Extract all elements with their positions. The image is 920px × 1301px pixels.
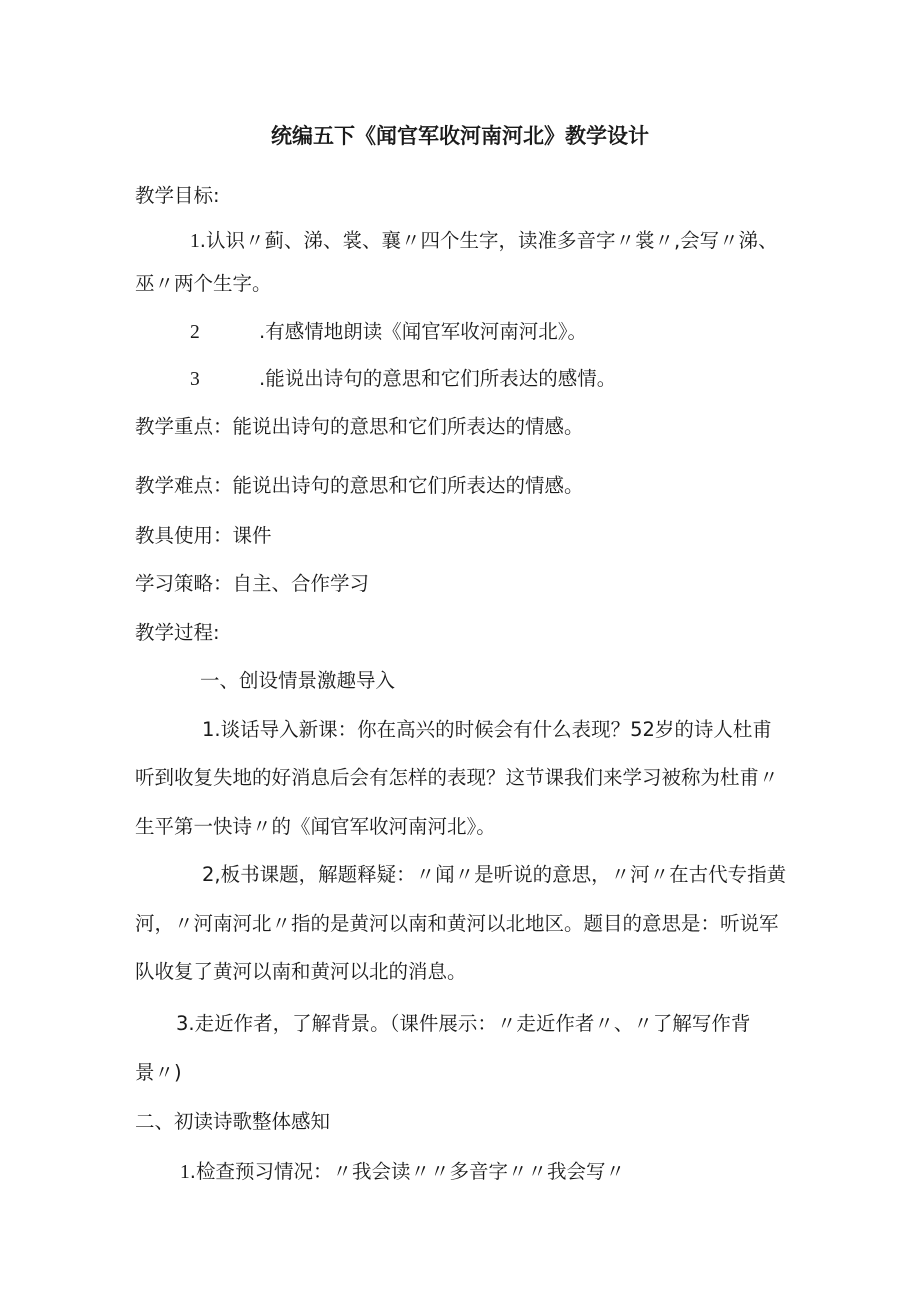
goal-2-number: 2 bbox=[190, 322, 200, 343]
paragraph-1-line-3: 生平第一快诗〃的《闻官军收河南河北》。 bbox=[135, 815, 496, 838]
goal-2 bbox=[190, 320, 587, 345]
paragraph-3-line-2: 景〃) bbox=[135, 1061, 182, 1084]
tools: 教具使用：课件 bbox=[135, 524, 272, 547]
goals-heading: 教学目标: bbox=[135, 184, 220, 207]
strategy: 学习策略：自主、合作学习 bbox=[135, 572, 370, 595]
paragraph-1-line-2: 听到收复失地的好消息后会有怎样的表现？这节课我们来学习被称为杜甫〃 bbox=[135, 766, 779, 789]
paragraph-2-line-3: 队收复了黄河以南和黄河以北的消息。 bbox=[135, 960, 467, 983]
paragraph-4-text: .检查预习情况：〃我会读〃〃多音字〃〃我会写〃 bbox=[189, 1160, 625, 1183]
paragraph-4-number: 1 bbox=[180, 1162, 190, 1183]
goal-3-number: 3 bbox=[190, 369, 200, 390]
goal-1-line-1 bbox=[190, 229, 778, 254]
goal-2-text: .有感情地朗读《闻官军收河南河北》。 bbox=[259, 320, 587, 343]
goal-1-line-2: 巫〃两个生字。 bbox=[135, 272, 272, 295]
process-heading: 教学过程: bbox=[135, 621, 220, 644]
goal-3 bbox=[190, 367, 616, 392]
paragraph-2-line-2: 河，〃河南河北〃指的是黄河以南和黄河以北地区。题目的意思是：听说军 bbox=[135, 912, 779, 935]
paragraph-1-line-1: 1.谈话导入新课：你在高兴的时候会有什么表现？52岁的诗人杜甫 bbox=[202, 718, 772, 741]
paragraph-3-line-1: 3.走近作者，了解背景。（课件展示：〃走近作者〃、〃了解写作背 bbox=[176, 1012, 751, 1035]
goal-1-text: .认识〃蓟、涕、裳、襄〃四个生字，读准多音字〃裳〃,会写〃涕、 bbox=[199, 229, 778, 252]
paragraph-2-line-1: 2,板书课题，解题释疑：〃闻〃是听说的意思，〃河〃在古代专指黄 bbox=[202, 863, 787, 886]
difficulty: 教学难点：能说出诗句的意思和它们所表达的情感。 bbox=[135, 474, 584, 497]
section-2-heading: 二、初读诗歌整体感知 bbox=[135, 1110, 331, 1133]
goal-1-number: 1 bbox=[190, 231, 200, 252]
goal-3-text: .能说出诗句的意思和它们所表达的感情。 bbox=[259, 367, 617, 390]
document-title: 统编五下《闻官军收河南河北》教学设计 bbox=[271, 124, 649, 148]
section-1-heading: 一、创设情景激趣导入 bbox=[200, 669, 396, 692]
paragraph-4 bbox=[180, 1160, 625, 1185]
key-point: 教学重点：能说出诗句的意思和它们所表达的情感。 bbox=[135, 415, 584, 438]
